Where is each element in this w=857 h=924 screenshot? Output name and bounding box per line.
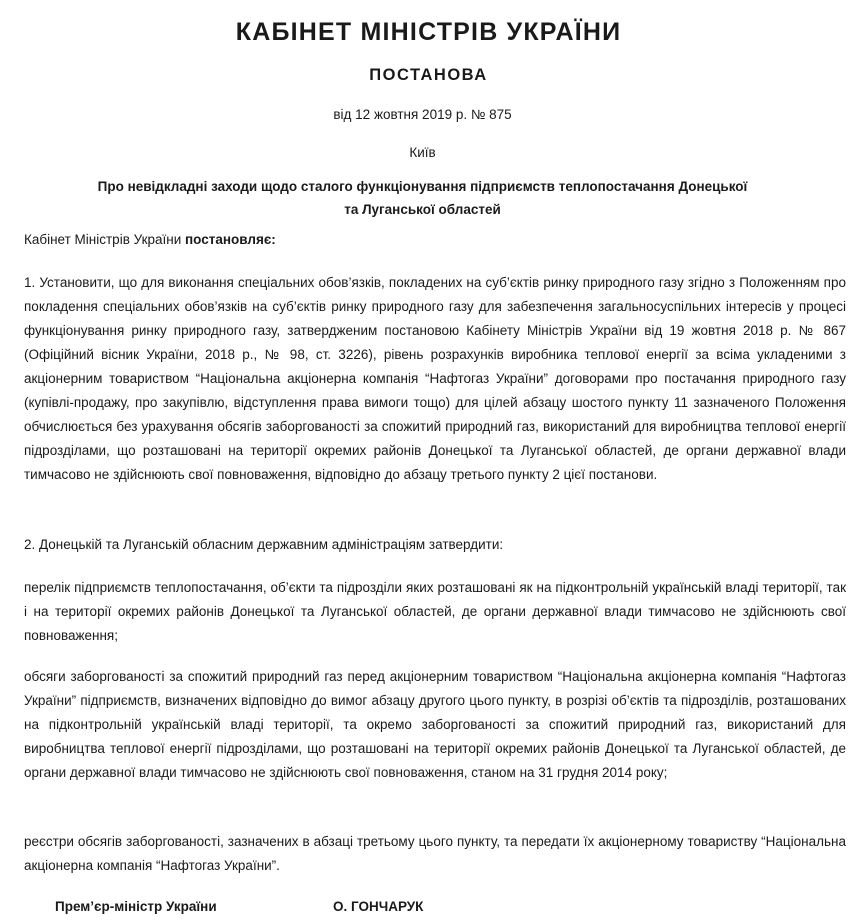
preamble-text: Кабінет Міністрів України [24,232,186,247]
paragraph-1: 1. Установити, що для виконання спеціальних обов’язків, покладених на суб’єктів ринку природного газу згідно з Положенням про покладення спеціальних обов’язків на суб’єктів ринку природного газу для забезпечення загальносуспільних інтересів у процесі функціонування ринку природного газу, затвердженим постановою Кабінету Міністрів України від 19 жовтня 2018 р. № 867 (Офіційний вісник України, 2018 р., № 98, ст. 3226), рівень розрахунків виробника теплової енергії за всіма укладеними з акціонерним товариством “Національна акціонерна компанія “Нафтогаз України” договорами про постачання природного газу (купівлі-продажу, про закупівлю, відступлення права вимоги тощо) для цілей абзацу шостого пункту 11 зазначеного Положення обчислюється без урахування обсягів заборгованості за спожитий природний газ, використаний для виробництва теплової енергії підрозділами, що розташовані на території окремих районів Донецької та Луганської областей, де органи державної влади тимчасово не здійснюють свої повноваження, відповідно до абзацу третього пункту 2 цієї постанови. [24,275,846,482]
preamble [24,228,846,252]
signatory-name: О. ГОНЧАРУК [333,899,424,914]
document-type: ПОСТАНОВА [369,66,488,84]
paragraph-2: 2. Донецькій та Луганській обласним державним адміністраціям затвердити: [24,537,504,552]
signatory-title: Прем’єр-міністр України [55,899,217,914]
paragraph-2-item-debt-registers: реєстри обсягів заборгованості, зазначених в абзаці третьому цього пункту, та передати їх акціонерному товариству “Національна акціонерна компанія “Нафтогаз України”. [24,834,846,873]
document-date-number: від 12 жовтня 2019 р. № 875 [333,107,512,122]
resolution-heading-line-1: Про невідкладні заходи щодо сталого функціонування підприємств теплопостачання Донецької [97,179,748,194]
document-city: Київ [409,145,436,160]
resolution-heading-line-2: та Луганської областей [344,202,501,217]
paragraph-2-item-debt-volumes: обсяги заборгованості за спожитий природний газ перед акціонерним товариством “Національна акціонерна компанія “Нафтогаз України” підприємств, визначених відповідно до вимог абзацу другого цього пункту, в розрізі об’єктів та підрозділів, розташованих на підконтрольній українській владі території, та окремо заборгованості за спожитий природний газ, використаний для виробництва теплової енергії підрозділами, що розташовані на території окремих районів Донецької та Луганської областей, де органи державної влади тимчасово не здійснюють свої повноваження, станом на 31 грудня 2014 року; [24,669,846,780]
preamble-decree-word: постановляє: [185,232,276,247]
paragraph-2-item-list-of-enterprises: перелік підприємств теплопостачання, об’єкти та підрозділи яких розташовані як на підконтрольній українській владі території, так і на території окремих районів Донецької та Луганської областей, де органи державної влади тимчасово не здійснюють свої повноваження; [24,580,846,643]
resolution-heading [60,175,785,221]
document-title: КАБІНЕТ МІНІСТРІВ УКРАЇНИ [235,18,622,46]
